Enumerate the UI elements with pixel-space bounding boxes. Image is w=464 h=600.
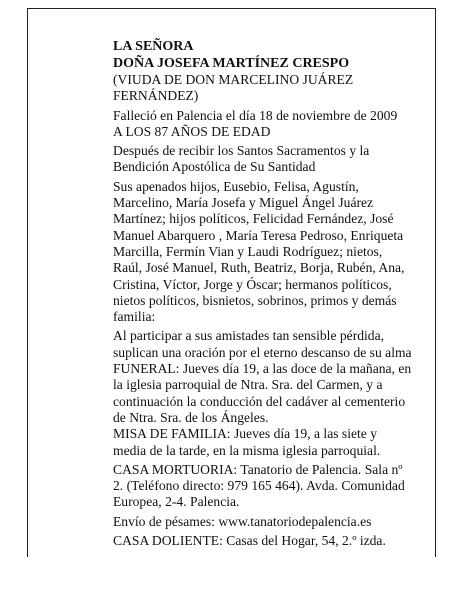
family-list: Sus apenados hijos, Eusebio, Felisa, Agustín, Marcelino, María Josefa y Miguel Ángel Juárez Martínez; hijos políticos, Felicidad Fernández, José Manuel Abarquero , María Teresa Pedroso, Enriqueta Marcilla, Fermín Vian y Laudi Rodríguez; nietos, Raúl, José Manuel, Ruth, Beatriz, Borja, Rubén, Ana, Cristina, Víctor, Jorge y Óscar; hermanos políticos, nietos políticos, bisnietos, sobrinos, primos y demás familia: — [113, 178, 405, 325]
condolences-info: Envío de pésames: www.tanatoriodepalencia.es — [113, 513, 372, 529]
notice-title-line1: LA SEÑORA — [113, 39, 194, 54]
mourning-house-info: CASA DOLIENTE: Casas del Hogar, 54, 2.º izda. — [113, 533, 386, 549]
funeral-home-info: CASA MORTUORIA: Tanatorio de Palencia. Sala nº 2. (Teléfono directo: 979 165 464). Avda. Comunidad Europea, 2-4. Palencia. — [113, 461, 405, 510]
age-at-death: A LOS 87 AÑOS DE EDAD — [113, 123, 271, 139]
death-info: Falleció en Palencia el día 18 de noviembre de 2009 — [113, 107, 398, 123]
funeral-info: FUNERAL: Jueves día 19, a las doce de la mañana, en la iglesia parroquial de Ntra. Sra. del Carmen, y a continuación la conducción del cadáver al cementerio de Ntra. Sra. de los Ángeles. — [113, 361, 412, 425]
widow-of: (VIUDA DE DON MARCELINO JUÁREZ FERNÁNDEZ) — [113, 72, 354, 104]
deceased-name: DOÑA JOSEFA MARTÍNEZ CRESPO — [113, 56, 350, 71]
obituary-notice — [113, 38, 413, 549]
sacraments-text: Después de recibir los Santos Sacramentos y la Bendición Apostólica de Su Santidad — [113, 143, 370, 175]
prayer-request: Al participar a sus amistades tan sensible pérdida, suplican una oración por el eterno descanso de su alma — [113, 328, 412, 360]
family-mass-info: MISA DE FAMILIA: Jueves día 19, a las siete y media de la tarde, en la misma iglesia parroquial. — [113, 426, 381, 458]
